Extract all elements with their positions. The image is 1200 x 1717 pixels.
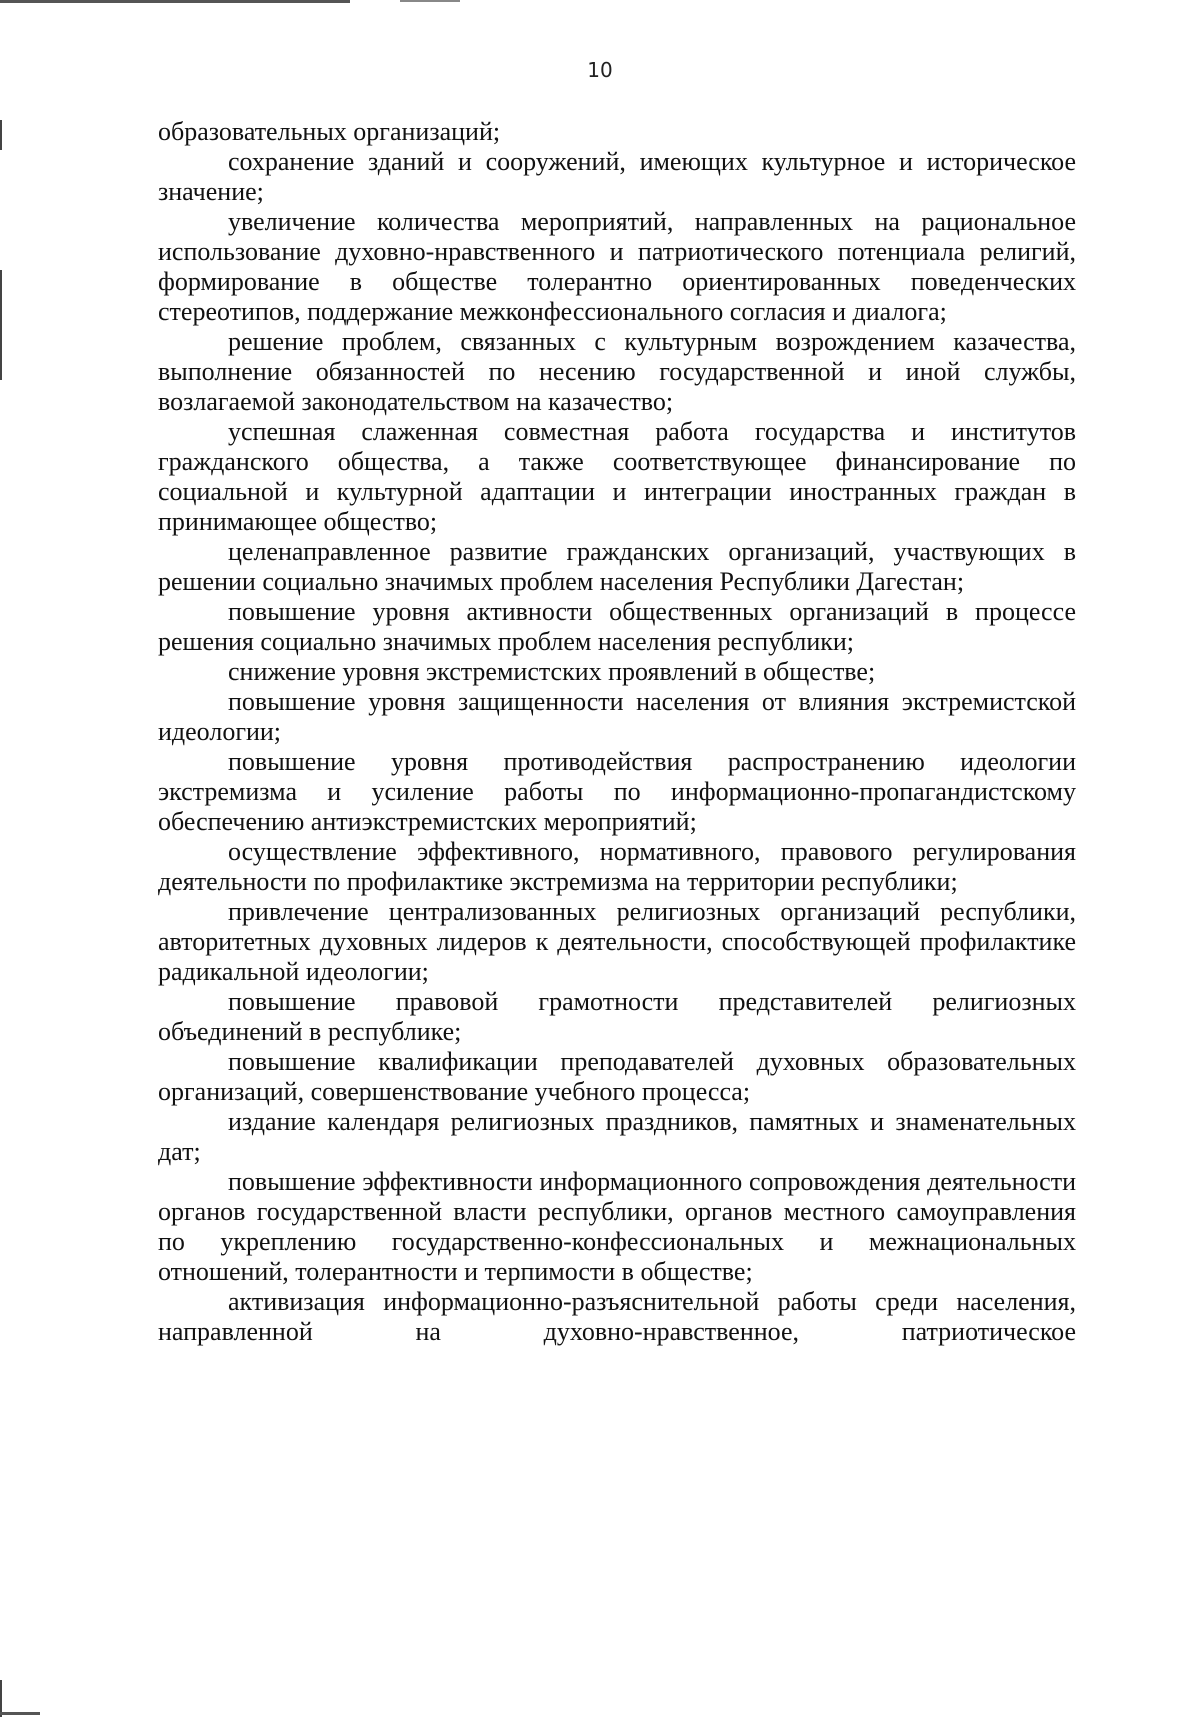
scan-edge-mark [0,0,350,3]
paragraph: повышение квалификации преподавателей духовных образовательных организаций, совершенствование учебного процесса; [158,1047,1076,1106]
paragraph: образовательных организаций; [158,117,501,146]
paragraph: увеличение количества мероприятий, направленных на рациональное использование духовно-нравственного и патриотического потенциала религий, формирование в обществе толерантно ориентированных поведенческих стереотипов, поддержание межконфессионального согласия и диалога; [158,207,1076,326]
paragraph: повышение уровня защищенности населения от влияния экстремистской идеологии; [158,687,1076,746]
scan-edge-mark [0,1712,40,1715]
paragraph: привлечение централизованных религиозных организаций республики, авторитетных духовных лидеров к деятельности, способствующей профилактике радикальной идеологии; [158,897,1076,986]
paragraph: издание календаря религиозных праздников, памятных и знаменательных дат; [158,1107,1076,1166]
paragraph: активизация информационно-разъяснительной работы среди населения, направленной на духовно-нравственное, патриотическое [158,1287,1076,1346]
document-body [158,117,1076,1347]
scan-edge-mark [0,120,2,150]
page-number: 10 [587,58,613,82]
paragraph: повышение эффективности информационного сопровождения деятельности органов государственной власти республики, органов местного самоуправления по укреплению государственно-конфессиональных и межнациональных отношений, толерантности и терпимости в обществе; [158,1167,1076,1286]
scan-edge-mark [400,0,460,2]
paragraph: осуществление эффективного, нормативного, правового регулирования деятельности по профилактике экстремизма на территории республики; [158,837,1076,896]
paragraph: повышение уровня активности общественных организаций в процессе решения социально значимых проблем населения республики; [158,597,1076,656]
paragraph: повышение уровня противодействия распространению идеологии экстремизма и усиление работы по информационно-пропагандистскому обеспечению антиэкстремистских мероприятий; [158,747,1076,836]
paragraph: целенаправленное развитие гражданских организаций, участвующих в решении социально значимых проблем населения Республики Дагестан; [158,537,1076,596]
paragraph: успешная слаженная совместная работа государства и институтов гражданского общества, а также соответствующее финансирование по социальной и культурной адаптации и интеграции иностранных граждан в принимающее общество; [158,417,1076,536]
paragraph: сохранение зданий и сооружений, имеющих культурное и историческое значение; [158,147,1076,206]
paragraph: решение проблем, связанных с культурным возрождением казачества, выполнение обязанностей по несению государственной и иной службы, возлагаемой законодательством на казачество; [158,327,1076,416]
scan-edge-mark [0,270,2,380]
paragraph: повышение правовой грамотности представителей религиозных объединений в республике; [158,987,1076,1046]
paragraph: снижение уровня экстремистских проявлений в обществе; [228,657,876,686]
